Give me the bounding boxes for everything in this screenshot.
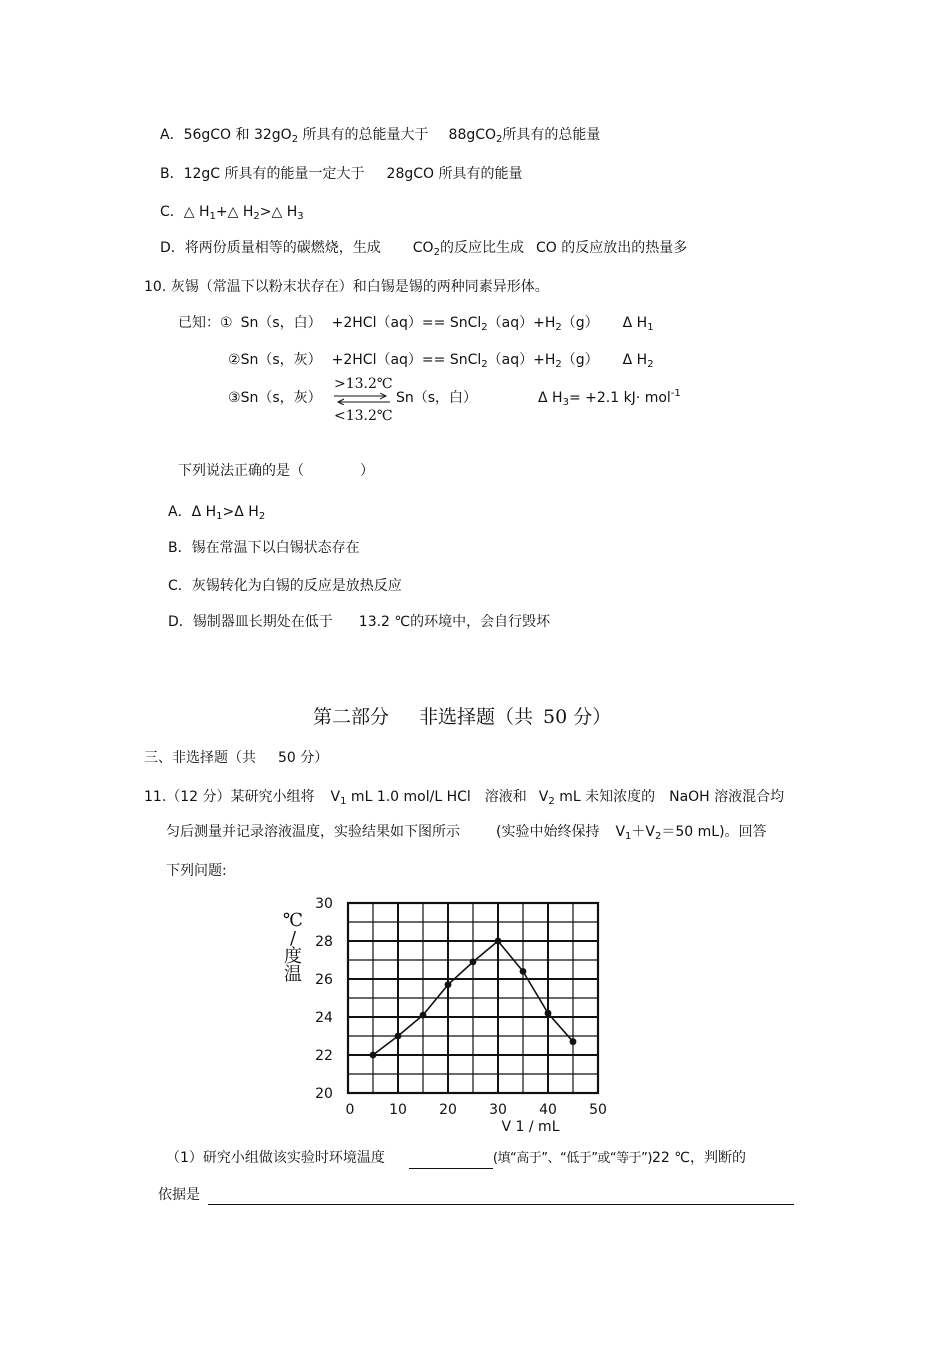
question-text: NaOH 溶液混合均 (669, 789, 785, 805)
subscript: 1 (625, 831, 632, 842)
option-10b: B．锡在常温下以白锡状态存在 (168, 540, 360, 556)
option-9d (160, 238, 687, 258)
option-10d (168, 612, 550, 632)
option-text: 28gCO 所具有的能量 (386, 166, 523, 182)
section-heading (313, 704, 611, 730)
subscript: 2 (548, 796, 555, 807)
enthalpy: Δ H (538, 390, 563, 406)
subscript: 2 (555, 359, 562, 370)
subscript: 2 (253, 211, 260, 222)
subscript: 1 (340, 796, 347, 807)
option-text: 所具有的总能量 (502, 127, 601, 143)
equation-text: +2HCl（aq）== SnCl (331, 315, 482, 331)
x-tick-label: 30 (489, 1102, 507, 1118)
subscript: 2 (433, 247, 440, 258)
reaction-2 (228, 350, 654, 370)
subscript: 2 (291, 134, 299, 145)
question-11-part-1 (166, 1148, 746, 1169)
question-text: ＋V (631, 824, 655, 840)
data-point (495, 938, 502, 945)
variable: V (330, 789, 341, 805)
data-point (470, 959, 477, 966)
option-text: A．Δ H (168, 504, 217, 520)
subscript: 2 (647, 359, 654, 370)
y-tick-label: 28 (315, 934, 333, 950)
subscript: 1 (216, 511, 223, 522)
data-point (545, 1010, 552, 1017)
question-text: mL 未知浓度的 (554, 789, 656, 805)
question-10-prompt: 下列说法正确的是（ ） (178, 463, 374, 479)
reactant: Sn（s，白） (240, 315, 322, 331)
option-text: +△ H (215, 204, 254, 220)
enthalpy: Δ H (622, 315, 648, 331)
equilibrium-arrow (334, 376, 393, 426)
temperature-chart (280, 895, 620, 1140)
subscript: 2 (555, 322, 562, 333)
y-tick-label: 24 (315, 1010, 333, 1026)
option-text: 13.2 ℃的环境中，会自行毁坏 (358, 614, 551, 630)
subsection-heading (144, 748, 328, 768)
question-text: ＝50 mL)。回答 (661, 824, 767, 840)
option-9b (160, 164, 523, 184)
option-text: CO 的反应放出的热量多 (535, 240, 688, 256)
question-text: (实验中始终保持 (496, 824, 600, 840)
data-point (520, 968, 527, 975)
reactant: Sn（s，灰） (240, 390, 322, 406)
subscript: 2 (481, 322, 488, 333)
subscript: 1 (209, 211, 216, 222)
answer-blank[interactable] (409, 1154, 493, 1169)
subscript: 1 (647, 322, 654, 333)
option-text: 12gC 所具有的能量一定大于 (183, 166, 365, 182)
equation-text: +2HCl（aq）== SnCl (331, 352, 482, 368)
option-10a (168, 502, 265, 522)
option-9a (160, 125, 600, 145)
equation-text: （g） (561, 315, 599, 331)
reactant: Sn（s，灰） (240, 352, 322, 368)
subsection-score: 50 分） (278, 750, 329, 766)
superscript: -1 (670, 388, 681, 399)
section-part: 第二部分 (313, 706, 390, 728)
reaction-3-product: Sn（s，白） (396, 390, 478, 406)
question-text: 匀后测量并记录溶液温度，实验结果如下图所示 (166, 824, 460, 840)
option-text: D．锡制器皿长期处在低于 (168, 614, 333, 630)
arrow-condition-bottom: <13.2℃ (334, 408, 393, 424)
fill-hint: (填“高于”、“低于”或“等于”) (492, 1151, 652, 1166)
data-point (445, 981, 452, 988)
data-point (420, 1012, 427, 1019)
subsection-name: 三、非选择题（共 (144, 750, 256, 766)
option-text: >△ H (259, 204, 298, 220)
x-tick-label: 40 (539, 1102, 557, 1118)
known-label: 已知： (178, 315, 220, 331)
option-label: B． (160, 166, 184, 182)
subscript: 2 (655, 831, 662, 842)
question-10-stem: 10. 灰锡（常温下以粉末状存在）和白锡是锡的两种同素异形体。 (144, 279, 549, 295)
reaction-number: ② (228, 352, 241, 368)
question-text: 溶液和 (484, 789, 527, 805)
question-11-line-2 (166, 822, 767, 842)
option-text: 将两份质量相等的碳燃烧，生成 (184, 240, 381, 256)
reaction-1 (178, 313, 654, 333)
x-axis-title: V 1 / mL (501, 1119, 560, 1135)
variable: V (615, 824, 626, 840)
section-score: 50 分） (543, 706, 612, 728)
option-text: △ H (183, 204, 210, 220)
y-tick-label: 30 (315, 896, 333, 912)
option-text: 的反应比生成 (439, 240, 524, 256)
x-tick-label: 0 (345, 1102, 355, 1118)
answer-blank[interactable] (208, 1190, 794, 1205)
question-text: 依据是 (158, 1187, 200, 1203)
reaction-3-enthalpy (538, 388, 681, 408)
option-9c (160, 202, 304, 222)
option-text: CO (412, 240, 434, 256)
option-label: A． (160, 127, 184, 143)
question-text: mL 1.0 mol/L HCl (346, 789, 471, 805)
option-text: >Δ H (222, 504, 259, 520)
question-text: （1）研究小组做该实验时环境温度 (166, 1150, 385, 1166)
y-tick-label: 26 (315, 972, 333, 988)
subscript: 2 (258, 511, 266, 522)
section-name: 非选择题（共 (419, 706, 534, 728)
enthalpy-value: = +2.1 kJ· mol (568, 390, 671, 406)
option-label: D． (160, 240, 185, 256)
equation-text: （aq）+H (487, 352, 556, 368)
question-text: 11.（12 分）某研究小组将 (144, 789, 315, 805)
subscript: 2 (496, 134, 503, 145)
reaction-3-left (228, 388, 322, 408)
option-label: C． (160, 204, 184, 220)
subscript: 2 (481, 359, 488, 370)
reaction-number: ③ (228, 390, 241, 406)
question-text: 22 ℃，判断的 (651, 1150, 746, 1166)
data-point (370, 1052, 377, 1059)
y-axis-title: ℃ / 度 温 (282, 910, 304, 985)
data-point (570, 1038, 577, 1045)
option-text: 56gCO 和 32gO (183, 127, 292, 143)
double-arrow-icon (334, 393, 390, 405)
question-11-part-1-basis (158, 1185, 794, 1205)
subscript: 3 (562, 397, 569, 408)
variable: V (538, 789, 549, 805)
equation-text: （g） (561, 352, 599, 368)
subscript: 3 (297, 211, 304, 222)
x-tick-label: 20 (439, 1102, 457, 1118)
option-10c: C．灰锡转化为白锡的反应是放热反应 (168, 578, 402, 594)
enthalpy: Δ H (622, 352, 648, 368)
question-11-line-1 (144, 787, 784, 807)
y-tick-label: 22 (315, 1048, 333, 1064)
option-text: 所具有的总能量大于 (298, 127, 429, 143)
data-point (395, 1033, 402, 1040)
x-tick-label: 50 (589, 1102, 607, 1118)
reaction-number: ① (220, 315, 233, 331)
arrow-condition-top: >13.2℃ (334, 376, 393, 392)
question-11-line-3: 下列问题: (166, 863, 227, 879)
equation-text: （aq）+H (487, 315, 556, 331)
x-tick-label: 10 (389, 1102, 407, 1118)
y-tick-label: 20 (315, 1086, 333, 1102)
option-text: 88gCO (448, 127, 497, 143)
